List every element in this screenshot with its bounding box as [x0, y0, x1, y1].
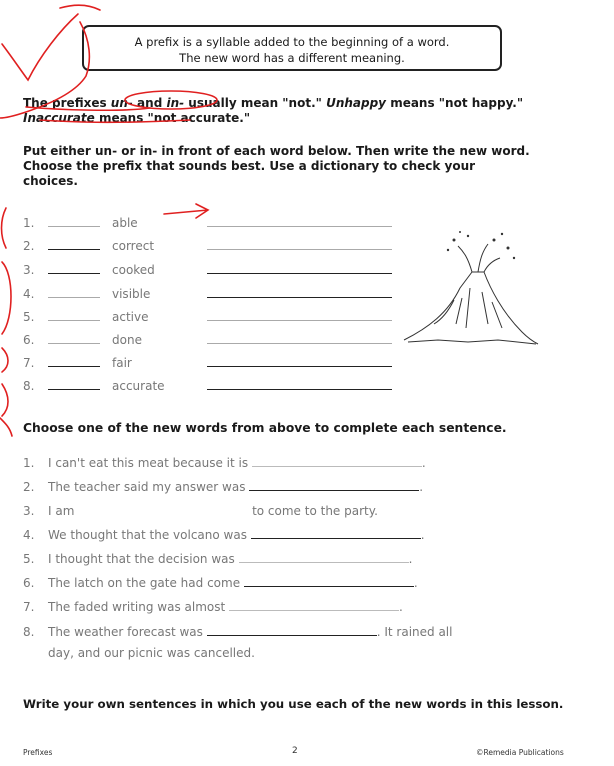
instructions-line-1: Put either un- or in- in front of each word below. Then write the new word.: [23, 144, 530, 158]
instructions-line-3: choices.: [23, 174, 78, 188]
instructions-line-2: Choose the prefix that sounds best. Use a dictionary to check your: [23, 159, 476, 173]
intro-line-1: The prefixes un- and in- usually mean "not." Unhappy means "not happy.": [23, 96, 524, 110]
list-item: 5. active: [23, 310, 392, 324]
list-item: 7. fair: [23, 356, 392, 370]
footer-right: ©Remedia Publications: [476, 748, 564, 757]
final-instruction: Write your own sentences in which you use each of the new words in this lesson.: [23, 697, 564, 711]
footer-left: Prefixes: [23, 748, 53, 757]
prefix-in: in-: [166, 96, 185, 110]
sentences-heading: Choose one of the new words from above to complete each sentence.: [23, 421, 507, 435]
rule-line-2: The new word has a different meaning.: [179, 51, 405, 65]
list-item: 2. correct: [23, 239, 392, 253]
sentence-item: 7. The faded writing was almost .: [23, 600, 403, 614]
bracket-mark-icon: [2, 262, 11, 334]
prefix-un: un-: [110, 96, 133, 110]
list-item: 3. cooked: [23, 263, 392, 277]
rule-line-1: A prefix is a syllable added to the beginning of a word.: [134, 35, 450, 49]
sentence-item-continuation: day, and our picnic was cancelled.: [48, 646, 255, 660]
sentence-item: 2. The teacher said my answer was .: [23, 480, 424, 494]
arrow-icon: [164, 204, 208, 218]
intro-line-2: Inaccurate means "not accurate.": [23, 111, 251, 125]
sentence-item: 5. I thought that the decision was .: [23, 552, 413, 566]
list-item: 6. done: [23, 333, 392, 347]
check-mark-icon: [2, 14, 78, 80]
sentence-item: 4. We thought that the volcano was .: [23, 528, 425, 542]
bracket-mark-icon: [2, 208, 7, 248]
sentence-item: 6. The latch on the gate had come .: [23, 576, 418, 590]
sentence-item: 8. The weather forecast was . It rained all: [23, 625, 453, 639]
sentence-item: 3. I am to come to the party.: [23, 504, 378, 518]
sentence-item: 1. I can't eat this meat because it is .: [23, 456, 426, 470]
list-item: 4. visible: [23, 287, 392, 301]
list-item: 1. able: [23, 216, 392, 230]
list-item: 8. accurate: [23, 379, 392, 393]
page-number: 2: [292, 746, 298, 756]
circle-mark-icon: [125, 91, 217, 109]
